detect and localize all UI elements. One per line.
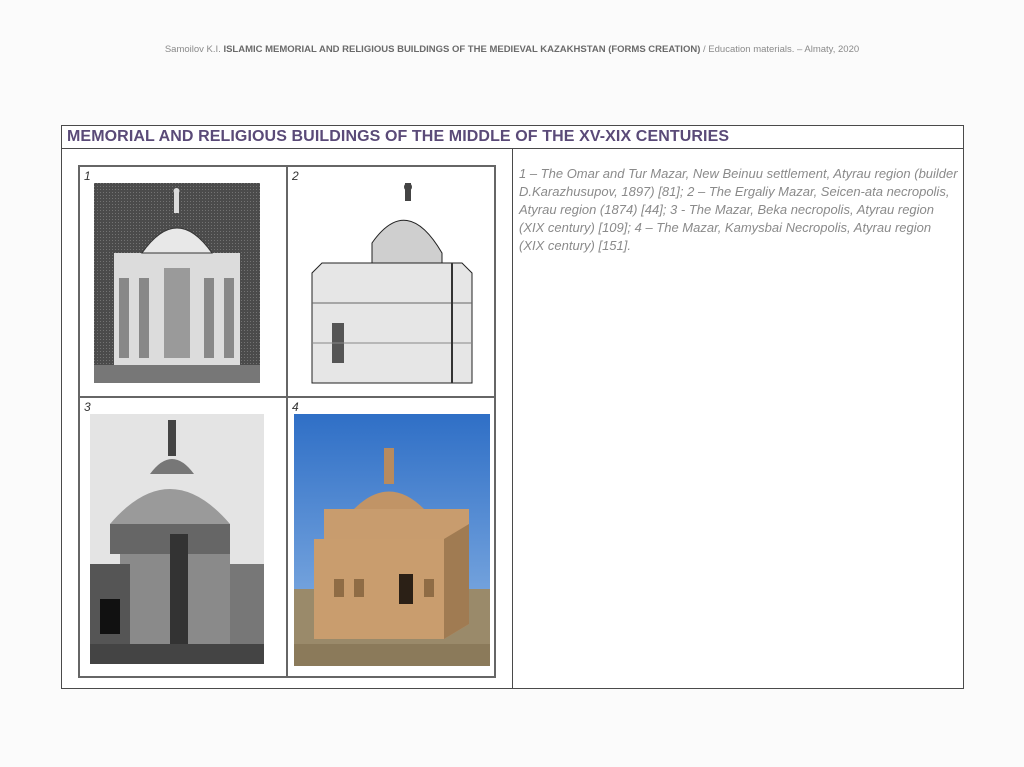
figure-number: 1 bbox=[84, 169, 91, 183]
figure-number: 2 bbox=[292, 169, 299, 183]
images-cell bbox=[62, 149, 513, 688]
mausoleum-sketch-2-icon bbox=[302, 183, 482, 387]
mausoleum-photo-3-icon bbox=[90, 414, 264, 664]
figure-number: 3 bbox=[84, 400, 91, 414]
citation-title: ISLAMIC MEMORIAL AND RELIGIOUS BUILDINGS OF THE MEDIEVAL KAZAKHSTAN (FORMS CREATION) bbox=[223, 44, 701, 55]
figure-4 bbox=[287, 397, 495, 677]
mausoleum-sketch-1-icon bbox=[94, 183, 260, 383]
figure-3 bbox=[79, 397, 287, 677]
caption-cell bbox=[513, 149, 963, 688]
figure-number: 4 bbox=[292, 400, 299, 414]
citation-rest: / Education materials. – Almaty, 2020 bbox=[703, 44, 860, 55]
citation bbox=[0, 44, 1024, 55]
image-grid bbox=[78, 165, 496, 678]
figure-caption: 1 – The Omar and Tur Mazar, New Beinuu settlement, Atyrau region (builder D.Karazhusupov, 1897) [81]; 2 – The Ergaliy Mazar, Seicen-ata necropolis, Atyrau region (1874) [44]; 3 - The Mazar, Beka necropolis, Atyrau region (XIX century) [109]; 4 – The Mazar, Kamysbai Necropolis, Atyrau region (XIX century) [151]. bbox=[519, 166, 958, 253]
content-table bbox=[61, 125, 964, 689]
mausoleum-photo-4-icon bbox=[294, 414, 490, 666]
figure-2 bbox=[287, 166, 495, 397]
citation-author: Samoilov K.I. bbox=[164, 44, 221, 55]
table-header bbox=[62, 126, 963, 149]
table-title: MEMORIAL AND RELIGIOUS BUILDINGS OF THE MIDDLE OF THE XV-XIX CENTURIES bbox=[67, 128, 730, 145]
figure-1 bbox=[79, 166, 287, 397]
